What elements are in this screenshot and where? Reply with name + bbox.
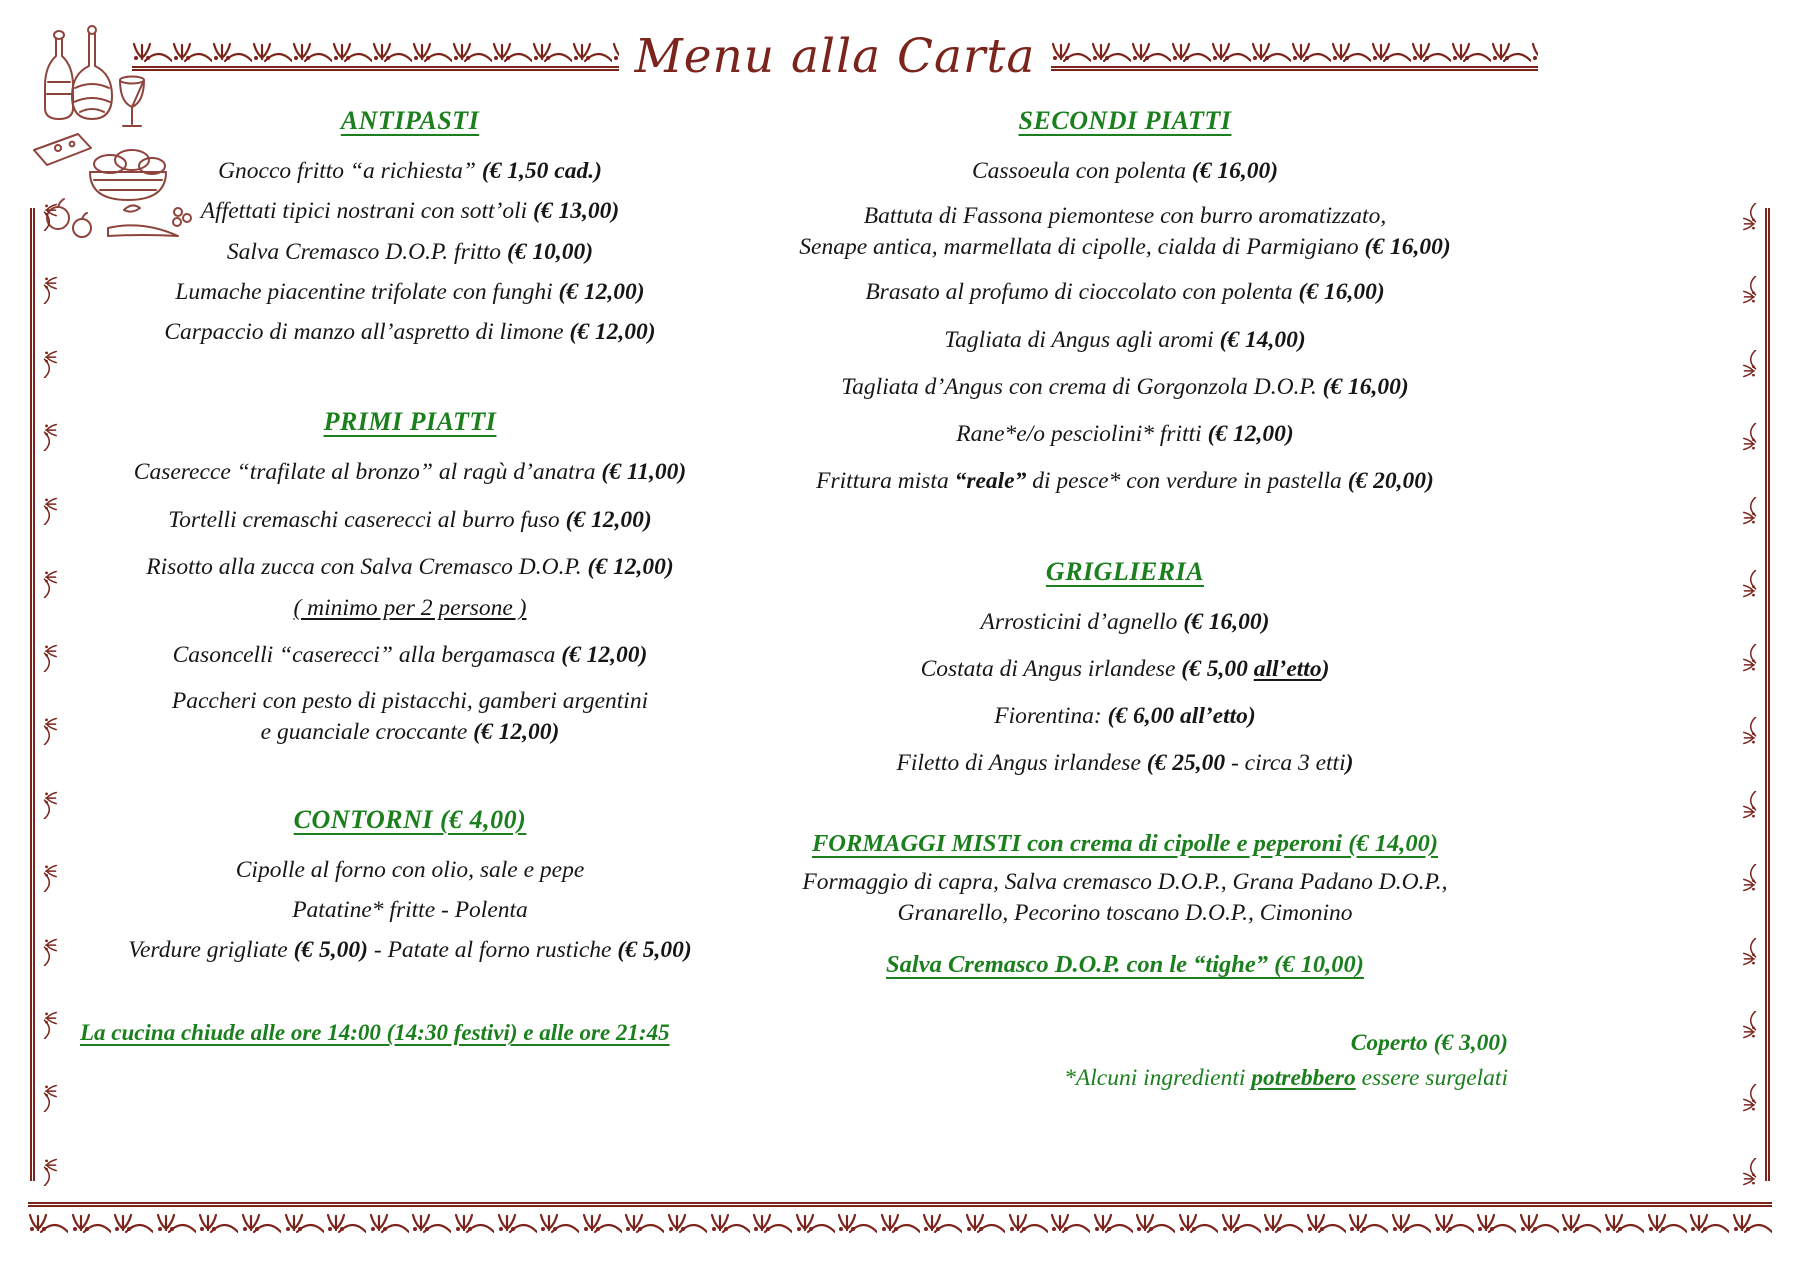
palmette-ornament-icon <box>1519 1211 1559 1237</box>
menu-item: Tagliata d’Angus con crema di Gorgonzola D.O.P. (€ 16,00) <box>841 373 1409 400</box>
palmette-ornament-icon <box>411 1211 451 1237</box>
menu-item: Risotto alla zucca con Salva Cremasco D.O.P. (€ 12,00) <box>146 553 674 580</box>
palmette-ornament-icon <box>454 1211 494 1237</box>
formaggi-misti-header: FORMAGGI MISTI con crema di cipolle e peperoni (€ 14,00) <box>811 829 1439 857</box>
palmette-ornament-icon <box>452 40 492 66</box>
menu-item: Salva Cremasco D.O.P. fritto (€ 10,00) <box>226 238 594 265</box>
palmette-ornament-icon <box>880 1211 920 1237</box>
palmette-ornament-icon <box>1434 1211 1474 1237</box>
palmette-ornament-icon <box>539 1211 579 1237</box>
bottom-ornament-band <box>28 1202 1772 1257</box>
palmette-ornament-icon <box>1741 644 1759 672</box>
palmette-ornament-icon <box>41 497 59 525</box>
right-menu-column <box>740 101 1510 1097</box>
palmette-ornament-icon <box>1221 1211 1261 1237</box>
palmette-ornament-icon <box>1291 40 1331 66</box>
frozen-ingredients-note: *Alcuni ingredienti potrebbero essere surgelati <box>1064 1065 1508 1092</box>
palmette-ornament-icon <box>1741 497 1759 525</box>
palmette-ornament-icon <box>1091 40 1131 66</box>
menu-item: Carpaccio di manzo all’aspretto di limone (€ 12,00) <box>164 319 656 345</box>
palmette-ornament-icon <box>1732 1211 1772 1237</box>
palmette-ornament-icon <box>198 1211 238 1237</box>
right-ornament-rail <box>1735 208 1770 1181</box>
palmette-ornament-icon <box>241 1211 281 1237</box>
palmette-ornament-icon <box>41 864 59 892</box>
palmette-ornament-icon <box>1689 1211 1729 1237</box>
palmette-ornament-icon <box>1531 40 1538 66</box>
palmette-ornament-icon <box>41 938 59 966</box>
palmette-ornament-icon <box>1741 938 1759 966</box>
palmette-ornament-icon <box>332 40 372 66</box>
palmette-ornament-icon <box>1135 1211 1175 1237</box>
menu-body <box>0 71 1800 1097</box>
palmette-ornament-icon <box>1391 1211 1431 1237</box>
palmette-ornament-icon <box>1331 40 1371 66</box>
palmette-ornament-icon <box>1371 40 1411 66</box>
palmette-ornament-icon <box>1741 276 1759 304</box>
palmette-ornament-icon <box>113 1211 153 1237</box>
palmette-ornament-icon <box>284 1211 324 1237</box>
palmette-ornament-icon <box>1263 1211 1303 1237</box>
palmette-ornament-icon <box>1178 1211 1218 1237</box>
menu-item: Paccheri con pesto di pistacchi, gamberi argentini e guanciale croccante (€ 12,00) <box>171 687 649 745</box>
palmette-ornament-icon <box>1051 40 1091 66</box>
menu-item: Patatine* fritte - Polenta <box>292 896 528 923</box>
palmette-ornament-icon <box>837 1211 877 1237</box>
coperto-note: Coperto (€ 3,00) <box>1350 1030 1508 1057</box>
contorni-header: CONTORNI (€ 4,00) <box>293 804 527 834</box>
palmette-ornament-icon <box>1093 1211 1133 1237</box>
palmette-ornament-icon <box>1306 1211 1346 1237</box>
menu-item: Fiorentina: (€ 6,00 all’etto) <box>994 703 1256 730</box>
palmette-ornament-icon <box>965 1211 1005 1237</box>
palmette-ornament-icon <box>1251 40 1291 66</box>
palmette-ornament-icon <box>795 1211 835 1237</box>
palmette-ornament-icon <box>572 40 612 66</box>
palmette-ornament-icon <box>412 40 452 66</box>
cheese-list: Formaggio di capra, Salva cremasco D.O.P., Grana Padano D.O.P., Granarello, Pecorino toscano D.O.P., Cimonino <box>802 869 1448 927</box>
menu-item: Tortelli cremaschi caserecci al burro fuso (€ 12,00) <box>168 506 652 533</box>
palmette-ornament-icon <box>1604 1211 1644 1237</box>
palmette-ornament-icon <box>41 717 59 745</box>
palmette-ornament-icon <box>612 40 619 66</box>
palmette-ornament-icon <box>1741 203 1759 231</box>
left-ornament-rail <box>30 208 65 1181</box>
palmette-ornament-icon <box>1647 1211 1687 1237</box>
palmette-ornament-icon <box>1741 717 1759 745</box>
palmette-ornament-icon <box>41 423 59 451</box>
top-ornament-band-right <box>1051 34 1538 71</box>
palmette-ornament-icon <box>41 791 59 819</box>
menu-item: Gnocco fritto “a richiesta” (€ 1,50 cad.) <box>218 158 602 184</box>
palmette-ornament-icon <box>1741 1011 1759 1039</box>
palmette-ornament-icon <box>41 570 59 598</box>
palmette-ornament-icon <box>41 203 59 231</box>
minimum-note: ( minimo per 2 persone ) <box>293 595 527 621</box>
palmette-ornament-icon <box>71 1211 111 1237</box>
palmette-ornament-icon <box>28 1211 68 1237</box>
menu-item: Cipolle al forno con olio, sale e pepe <box>235 856 585 883</box>
palmette-ornament-icon <box>1050 1211 1090 1237</box>
page-title: Menu alla Carta <box>634 29 1036 84</box>
kitchen-hours-note: La cucina chiude alle ore 14:00 (14:30 festivi) e alle ore 21:45 <box>80 1020 670 1046</box>
palmette-ornament-icon <box>1131 40 1171 66</box>
palmette-ornament-icon <box>1171 40 1211 66</box>
salva-cremasco-line: Salva Cremasco D.O.P. con le “tighe” (€ 10,00) <box>886 951 1364 979</box>
palmette-ornament-icon <box>292 40 332 66</box>
menu-item: Cassoeula con polenta (€ 16,00) <box>971 158 1279 184</box>
palmette-ornament-icon <box>1741 423 1759 451</box>
palmette-ornament-icon <box>41 1084 59 1112</box>
palmette-ornament-icon <box>372 40 412 66</box>
palmette-ornament-icon <box>41 644 59 672</box>
palmette-ornament-icon <box>41 276 59 304</box>
menu-item: Affettati tipici nostrani con sott’oli (€ 13,00) <box>200 198 620 225</box>
primi-piatti-header: PRIMI PIATTI <box>323 407 497 437</box>
menu-item: Filetto di Angus irlandese (€ 25,00 - circa 3 etti) <box>896 750 1354 777</box>
palmette-ornament-icon <box>532 40 572 66</box>
palmette-ornament-icon <box>1008 1211 1048 1237</box>
palmette-ornament-icon <box>710 1211 750 1237</box>
menu-item: Rane*e/o pesciolini* fritti (€ 12,00) <box>956 421 1294 448</box>
palmette-ornament-icon <box>624 1211 664 1237</box>
menu-item: Arrosticini d’agnello (€ 16,00) <box>980 608 1270 635</box>
palmette-ornament-icon <box>1411 40 1451 66</box>
palmette-ornament-icon <box>156 1211 196 1237</box>
griglieria-header: GRIGLIERIA <box>1045 556 1205 586</box>
palmette-ornament-icon <box>41 1011 59 1039</box>
palmette-ornament-icon <box>497 1211 537 1237</box>
palmette-ornament-icon <box>1561 1211 1601 1237</box>
menu-item: Lumache piacentine trifolate con funghi (€ 12,00) <box>175 278 645 305</box>
palmette-ornament-icon <box>369 1211 409 1237</box>
palmette-ornament-icon <box>1741 1084 1759 1112</box>
palmette-ornament-icon <box>1741 791 1759 819</box>
menu-item: Brasato al profumo di cioccolato con polenta (€ 16,00) <box>865 279 1385 306</box>
menu-header <box>0 0 1800 84</box>
palmette-ornament-icon <box>1451 40 1491 66</box>
menu-item: Casoncelli “caserecci” alla bergamasca (€ 12,00) <box>172 642 648 669</box>
palmette-ornament-icon <box>1211 40 1251 66</box>
menu-item: Verdure grigliate (€ 5,00) - Patate al forno rustiche (€ 5,00) <box>128 937 692 964</box>
palmette-ornament-icon <box>252 40 292 66</box>
menu-item: Tagliata di Angus agli aromi (€ 14,00) <box>944 326 1306 353</box>
palmette-ornament-icon <box>1491 40 1531 66</box>
palmette-ornament-icon <box>1741 570 1759 598</box>
palmette-ornament-icon <box>752 1211 792 1237</box>
palmette-ornament-icon <box>326 1211 366 1237</box>
palmette-ornament-icon <box>1348 1211 1388 1237</box>
palmette-ornament-icon <box>1741 864 1759 892</box>
palmette-ornament-icon <box>667 1211 707 1237</box>
palmette-ornament-icon <box>41 350 59 378</box>
menu-item: Frittura mista “reale” di pesce* con verdure in pastella (€ 20,00) <box>816 468 1434 495</box>
palmette-ornament-icon <box>1741 350 1759 378</box>
palmette-ornament-icon <box>1476 1211 1516 1237</box>
palmette-ornament-icon <box>922 1211 962 1237</box>
palmette-ornament-icon <box>582 1211 622 1237</box>
palmette-ornament-icon <box>492 40 532 66</box>
palmette-ornament-icon <box>1741 1158 1759 1186</box>
antipasti-header: ANTIPASTI <box>340 106 480 135</box>
secondi-piatti-header: SECONDI PIATTI <box>1018 106 1232 135</box>
menu-item: Caserecce “trafilate al bronzo” al ragù d’anatra (€ 11,00) <box>133 459 687 486</box>
palmette-ornament-icon <box>41 1158 59 1186</box>
menu-item: Battuta di Fassona piemontese con burro aromatizzato, Senape antica, marmellata di cipolle, cialda di Parmigiano (€ 16,00) <box>799 203 1451 261</box>
menu-item: Costata di Angus irlandese (€ 5,00 all’etto) <box>920 655 1330 682</box>
